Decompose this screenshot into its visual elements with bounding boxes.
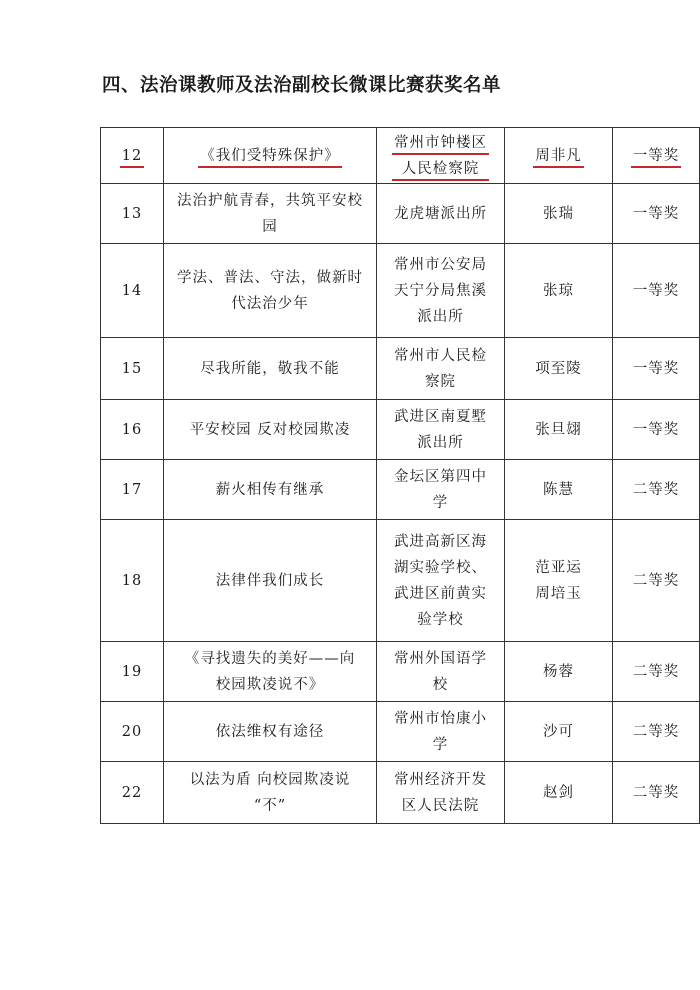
author-name [505, 128, 613, 184]
author-name-text: 周非凡 [535, 143, 582, 169]
table-row [101, 244, 700, 338]
row-number [101, 128, 164, 184]
author-name: 范亚运 周培玉 [505, 520, 613, 642]
table-row [101, 400, 700, 460]
award-level [613, 128, 700, 184]
work-title: 尽我所能，敬我不能 [164, 338, 377, 400]
author-name: 项至陵 [505, 338, 613, 400]
work-unit: 武进高新区海 湖实验学校、 武进区前黄实 验学校 [377, 520, 505, 642]
awards-table [100, 127, 700, 824]
award-level: 二等奖 [613, 762, 700, 824]
work-unit-line: 人民检察院 [394, 156, 487, 182]
work-title: 《寻找遗失的美好——向 校园欺凌说不》 [164, 642, 377, 702]
work-unit [377, 128, 505, 184]
award-level: 二等奖 [613, 460, 700, 520]
work-title [164, 128, 377, 184]
author-name: 陈慧 [505, 460, 613, 520]
award-level: 二等奖 [613, 702, 700, 762]
award-level: 二等奖 [613, 520, 700, 642]
work-unit: 武进区南夏墅 派出所 [377, 400, 505, 460]
table-row [101, 460, 700, 520]
award-level: 二等奖 [613, 642, 700, 702]
work-title: 依法维权有途径 [164, 702, 377, 762]
work-title: 法律伴我们成长 [164, 520, 377, 642]
row-number: 17 [101, 460, 164, 520]
work-title: 薪火相传有继承 [164, 460, 377, 520]
work-unit: 金坛区第四中 学 [377, 460, 505, 520]
table-row [101, 338, 700, 400]
work-unit: 常州市人民检 察院 [377, 338, 505, 400]
award-level-text: 一等奖 [633, 143, 680, 169]
table-row [101, 642, 700, 702]
row-number-text: 12 [122, 143, 142, 169]
row-number: 18 [101, 520, 164, 642]
row-number: 16 [101, 400, 164, 460]
page-title: 四、法治课教师及法治副校长微课比赛获奖名单 [102, 75, 502, 96]
row-number: 13 [101, 184, 164, 244]
work-title: 平安校园 反对校园欺凌 [164, 400, 377, 460]
author-name: 张旦翃 [505, 400, 613, 460]
table-row [101, 762, 700, 824]
author-name: 张琼 [505, 244, 613, 338]
table-row [101, 702, 700, 762]
row-number: 19 [101, 642, 164, 702]
work-title: 以法为盾 向校园欺凌说 “不” [164, 762, 377, 824]
award-level: 一等奖 [613, 400, 700, 460]
table-row [101, 128, 700, 184]
table-row [101, 184, 700, 244]
work-unit: 常州外国语学 校 [377, 642, 505, 702]
award-level: 一等奖 [613, 244, 700, 338]
author-name: 张瑞 [505, 184, 613, 244]
work-title-text: 《我们受特殊保护》 [200, 143, 340, 169]
row-number: 15 [101, 338, 164, 400]
work-unit: 常州市公安局 天宁分局焦溪 派出所 [377, 244, 505, 338]
row-number: 14 [101, 244, 164, 338]
work-unit-line: 常州市钟楼区 [394, 130, 487, 156]
row-number: 22 [101, 762, 164, 824]
work-unit: 龙虎塘派出所 [377, 184, 505, 244]
work-title: 学法、普法、守法，做新时 代法治少年 [164, 244, 377, 338]
author-name: 杨蓉 [505, 642, 613, 702]
author-name: 沙可 [505, 702, 613, 762]
row-number: 20 [101, 702, 164, 762]
table-row [101, 520, 700, 642]
award-level: 一等奖 [613, 338, 700, 400]
award-level: 一等奖 [613, 184, 700, 244]
work-unit: 常州市怡康小 学 [377, 702, 505, 762]
author-name: 赵剑 [505, 762, 613, 824]
work-unit: 常州经济开发 区人民法院 [377, 762, 505, 824]
work-title: 法治护航青春，共筑平安校 园 [164, 184, 377, 244]
